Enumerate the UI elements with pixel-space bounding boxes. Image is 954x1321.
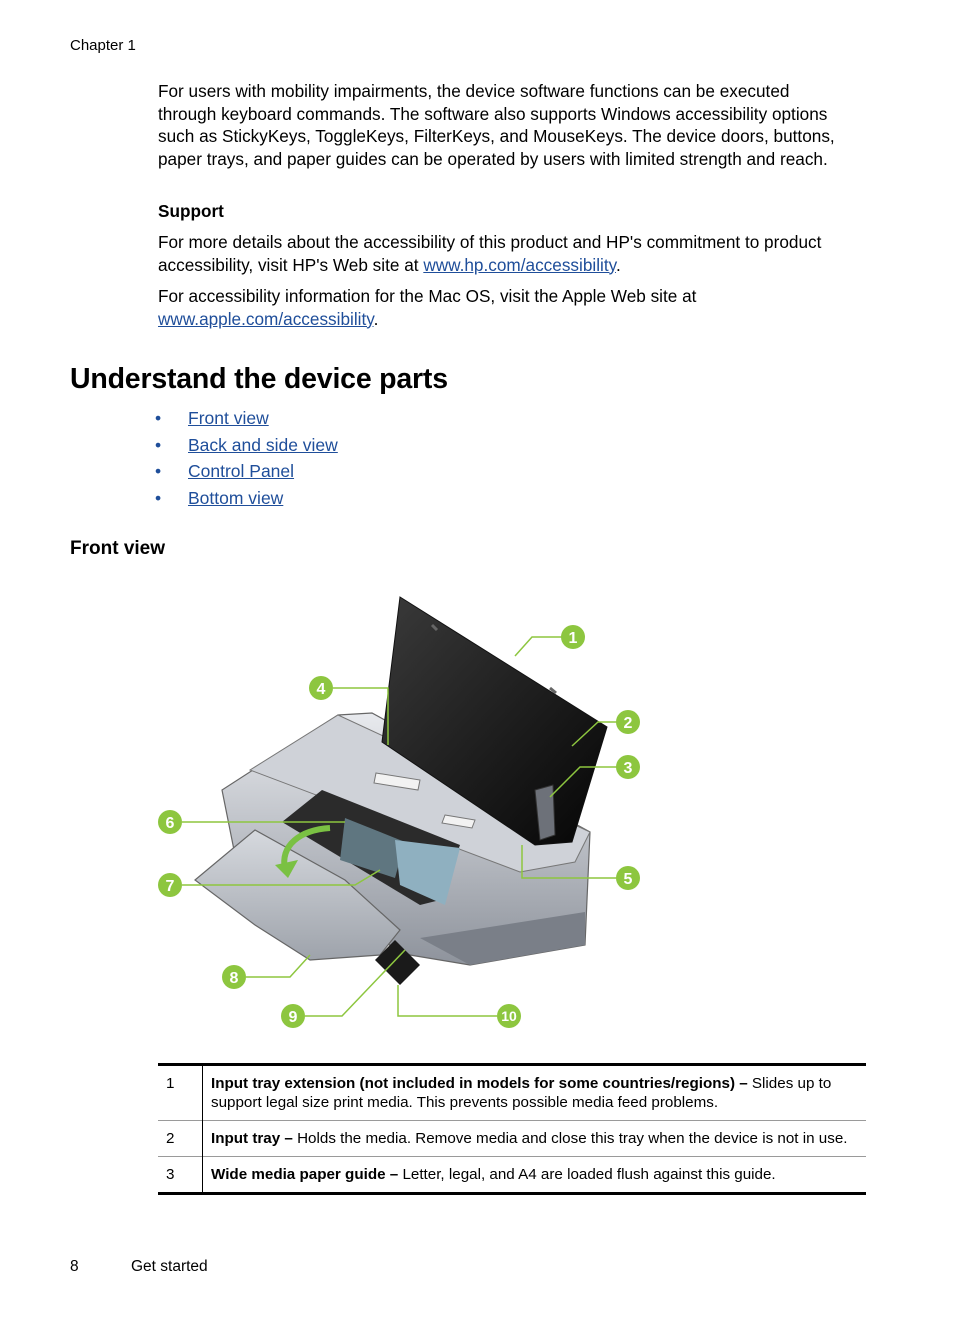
table-row (158, 1121, 866, 1157)
list-item (155, 485, 338, 512)
list-item (155, 458, 338, 485)
callout-3 (616, 755, 640, 779)
callout-5-label: 5 (623, 871, 633, 888)
callout-6-label: 6 (165, 815, 175, 832)
support-paragraph-apple (158, 285, 848, 330)
link-control-panel[interactable]: Control Panel (188, 461, 295, 482)
callout-4 (309, 676, 333, 700)
bullet-icon: • (155, 434, 162, 455)
footer-section-title: Get started (131, 1258, 208, 1275)
section-link-list (155, 405, 338, 512)
bullet-icon: • (155, 408, 162, 428)
link-bottom-view[interactable]: Bottom view (188, 488, 284, 509)
part-description: Letter, legal, and A4 are loaded flush against this guide. (398, 1166, 776, 1183)
front-view-heading: Front view (70, 538, 166, 559)
callout-9 (281, 1004, 305, 1028)
callout-10-label: 10 (501, 1008, 517, 1024)
support-hp-period: . (615, 254, 621, 275)
row-description (203, 1065, 867, 1121)
printer-front-view-illustration (150, 585, 650, 1035)
link-front-view[interactable]: Front view (188, 408, 269, 428)
row-description (203, 1121, 867, 1157)
row-number: 1 (158, 1065, 203, 1121)
callout-4-label: 4 (316, 681, 326, 698)
chapter-header: Chapter 1 (70, 37, 136, 54)
callout-7 (158, 873, 182, 897)
bullet-icon: • (155, 488, 162, 509)
callout-2-label: 2 (623, 715, 633, 732)
support-hp-text: For more details about the accessibility of this product and HP's commitment to product accessibility, visit HP's Web site at (158, 232, 822, 275)
table-row (158, 1157, 866, 1194)
part-name: Wide media paper guide – (211, 1166, 399, 1183)
callout-6 (158, 810, 182, 834)
parts-table (158, 1063, 866, 1195)
callout-5 (616, 866, 640, 890)
part-name: Input tray extension (not included in models for some countries/regions) – (211, 1075, 748, 1092)
support-paragraph-hp (158, 231, 848, 276)
callout-2 (616, 710, 640, 734)
support-apple-period: . (373, 308, 379, 329)
callout-9-label: 9 (288, 1009, 298, 1026)
row-number: 2 (158, 1121, 203, 1157)
hp-accessibility-link[interactable]: www.hp.com/accessibility (423, 254, 616, 275)
intro-paragraph: For users with mobility impairments, the device software functions can be executed through keyboard commands. The software also supports Windows accessibility options such as StickyKeys, ToggleKeys, FilterKeys, and MouseKeys. The device doors, buttons, paper trays, and paper guides can be operated by users with limited strength and reach. (158, 81, 835, 169)
support-apple-text: For accessibility information for the Mac OS, visit the Apple Web site at (158, 286, 697, 306)
callout-10 (497, 1004, 521, 1028)
list-item (155, 432, 338, 459)
part-description: Slides up to support legal size print media. This prevents possible media feed problems. (211, 1075, 832, 1111)
callout-3-label: 3 (623, 760, 633, 777)
page-number: 8 (70, 1258, 79, 1275)
callout-8 (222, 965, 246, 989)
part-name: Input tray – (211, 1130, 293, 1147)
table-row (158, 1065, 866, 1121)
section-title: Understand the device parts (70, 363, 448, 395)
callout-8-label: 8 (229, 970, 239, 987)
bullet-icon: • (155, 461, 162, 482)
apple-accessibility-link[interactable]: www.apple.com/accessibility (158, 308, 374, 329)
list-item (155, 405, 338, 432)
link-back-and-side-view[interactable]: Back and side view (188, 434, 338, 455)
callout-7-label: 7 (165, 878, 175, 895)
row-description (203, 1157, 867, 1194)
support-heading: Support (158, 201, 224, 221)
callout-1 (561, 625, 585, 649)
callout-1-label: 1 (568, 630, 578, 647)
row-number: 3 (158, 1157, 203, 1194)
part-description: Holds the media. Remove media and close this tray when the device is not in use. (292, 1130, 848, 1147)
